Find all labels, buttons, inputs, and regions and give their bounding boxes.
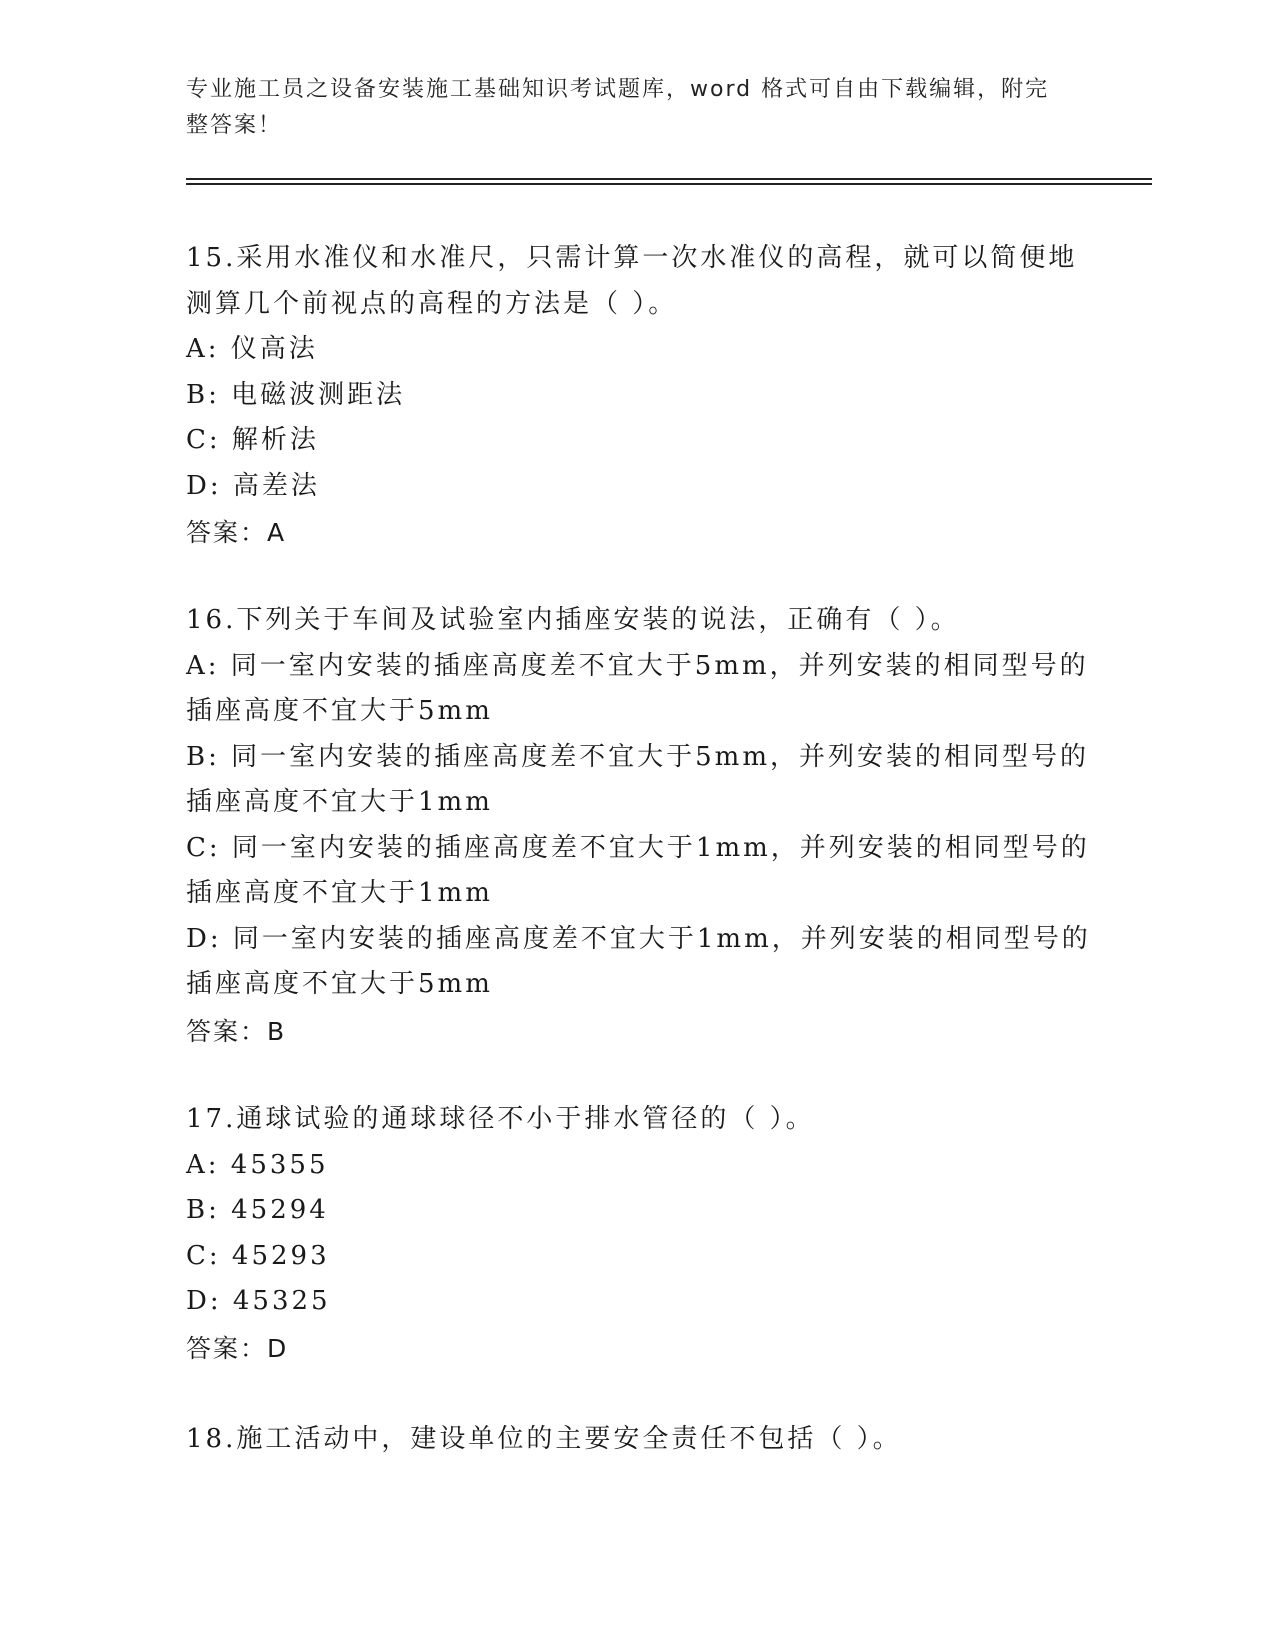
- question-stem: 18.施工活动中，建设单位的主要安全责任不包括（ ）。: [186, 1424, 902, 1454]
- question-17: [186, 1097, 1086, 1371]
- question-15: [186, 236, 1086, 556]
- option-a-continued: 插座高度不宜大于5mm: [186, 696, 493, 726]
- answer-label: 答案：B: [186, 1016, 287, 1046]
- option-b: B: 电磁波测距法: [186, 379, 406, 410]
- option-a: A: 同一室内安装的插座高度差不宜大于5mm，并列安装的相同型号的: [186, 650, 1089, 681]
- header-divider-top: [186, 178, 1152, 180]
- answer-label: 答案：A: [186, 518, 287, 547]
- option-c: C: 解析法: [186, 425, 319, 455]
- option-b: B: 同一室内安装的插座高度差不宜大于5mm，并列安装的相同型号的: [186, 741, 1089, 772]
- header-line-1: 专业施工员之设备安装施工基础知识考试题库，word 格式可自由下载编辑，附完: [186, 77, 1050, 102]
- header-divider-bottom: [186, 183, 1152, 185]
- option-c: C: 45293: [186, 1240, 330, 1271]
- question-18: [186, 1417, 1086, 1463]
- answer-label: 答案：D: [186, 1333, 289, 1363]
- option-d: D: 高差法: [186, 470, 320, 501]
- option-c: C: 同一室内安装的插座高度差不宜大于1mm，并列安装的相同型号的: [186, 832, 1090, 863]
- option-a: A: 仪高法: [186, 334, 318, 364]
- option-b-continued: 插座高度不宜大于1mm: [186, 787, 493, 817]
- question-stem: 17.通球试验的通球球径不小于排水管径的（ ）。: [186, 1104, 815, 1134]
- option-d: D: 同一室内安装的插座高度差不宜大于1mm，并列安装的相同型号的: [186, 923, 1091, 954]
- question-stem: 测算几个前视点的高程的方法是（ ）。: [186, 288, 678, 319]
- option-d-continued: 插座高度不宜大于5mm: [186, 969, 493, 999]
- option-a: A: 45355: [186, 1149, 329, 1180]
- question-16: [186, 598, 1091, 1054]
- question-stem: 16.下列关于车间及试验室内插座安装的说法，正确有（ ）。: [186, 605, 960, 635]
- option-d: D: 45325: [186, 1286, 331, 1316]
- option-c-continued: 插座高度不宜大于1mm: [186, 878, 493, 908]
- header-line-2: 整答案！: [186, 113, 283, 138]
- option-b: B: 45294: [186, 1195, 329, 1225]
- document-header: [186, 72, 1066, 144]
- question-stem: 15.采用水准仪和水准尺，只需计算一次水准仪的高程，就可以简便地: [186, 243, 1078, 273]
